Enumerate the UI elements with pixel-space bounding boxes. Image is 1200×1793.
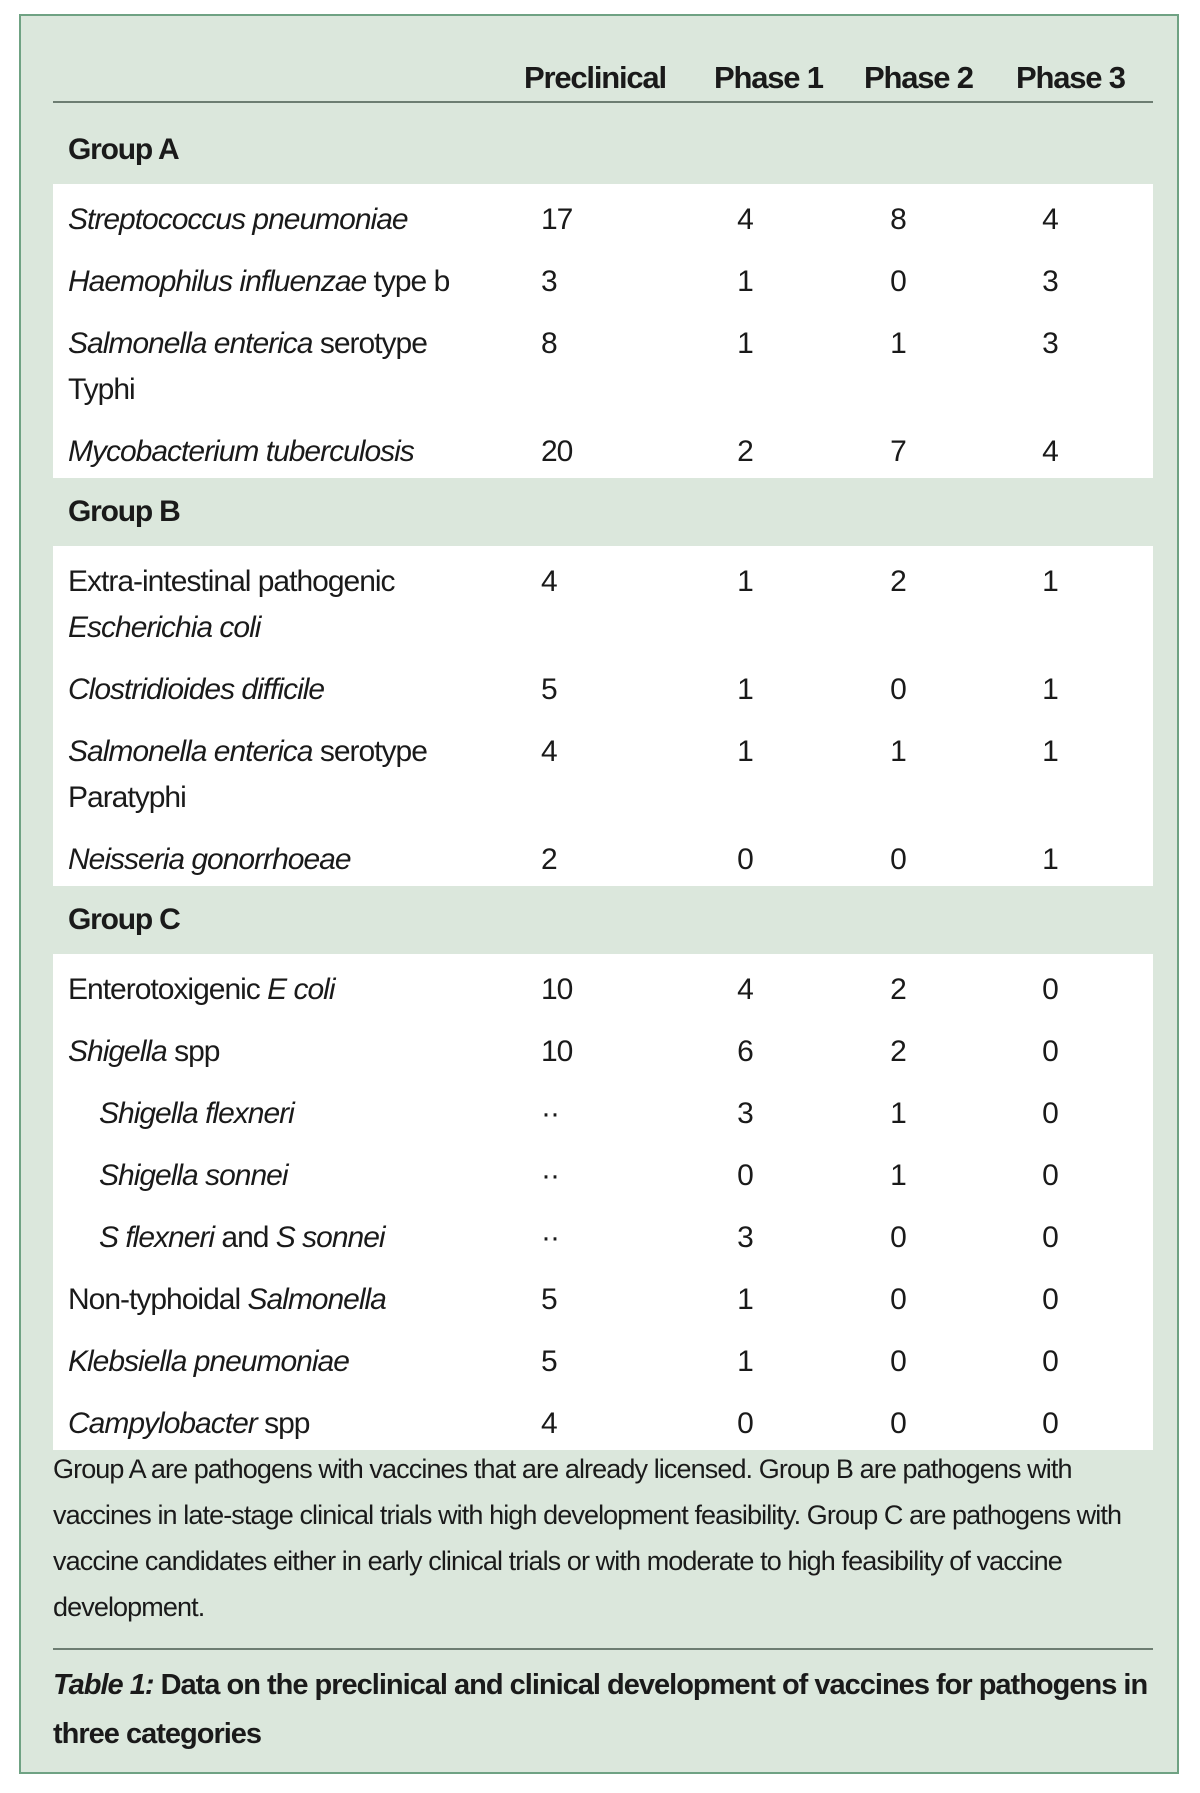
cell-phase-3: 0 [1042, 1097, 1058, 1130]
cell-phase-3: 1 [1042, 673, 1058, 706]
pathogen-name-segment: and [214, 1221, 276, 1254]
cell-phase-3: 3 [1042, 265, 1058, 298]
cell-phase-1: 0 [737, 843, 753, 876]
cell-phase-2: 0 [890, 1345, 906, 1378]
cell-phase-1: 1 [737, 565, 753, 598]
cell-preclinical: 3 [541, 265, 557, 298]
cell-phase-1: 2 [737, 435, 753, 468]
cell-phase-3: 1 [1042, 565, 1058, 598]
pathogen-name [53, 308, 493, 413]
cell-preclinical: 5 [541, 673, 557, 706]
pathogen-name [53, 1140, 493, 1199]
table-row [53, 1388, 1153, 1450]
pathogen-name [53, 954, 493, 1013]
cell-phase-2: 1 [890, 735, 906, 768]
pathogen-name-segment: Shigella [68, 1035, 167, 1068]
pathogen-name [53, 1202, 493, 1261]
caption-text: Data on the preclinical and clinical development of vaccines for pathogens in three categories [53, 1669, 1148, 1750]
cell-phase-1: 6 [737, 1035, 753, 1068]
cell-phase-1: 1 [737, 265, 753, 298]
table-caption [53, 1661, 1163, 1759]
cell-phase-1: 1 [737, 673, 753, 706]
cell-phase-3: 1 [1042, 843, 1058, 876]
table-panel [19, 14, 1179, 1774]
cell-phase-2: 1 [890, 327, 906, 360]
table-row [53, 1326, 1153, 1388]
pathogen-name-segment: serotype Typhi [68, 327, 427, 406]
pathogen-name [53, 184, 493, 243]
cell-preclinical: 2 [541, 843, 557, 876]
cell-phase-3: 4 [1042, 435, 1058, 468]
pathogen-name-segment: type b [366, 265, 450, 298]
header-rule [53, 101, 1153, 103]
caption-label: Table 1: [53, 1669, 154, 1701]
cell-phase-2: 0 [890, 265, 906, 298]
cell-phase-2: 2 [890, 1035, 906, 1068]
table-row [53, 416, 1153, 478]
column-header-phase-1: Phase 1 [714, 60, 823, 95]
column-header-phase-3: Phase 3 [1016, 60, 1125, 95]
cell-phase-1: 0 [737, 1407, 753, 1440]
pathogen-name-segment: Salmonella [247, 1283, 386, 1316]
cell-phase-1: 4 [737, 203, 753, 236]
cell-phase-2: 2 [890, 565, 906, 598]
pathogen-name [53, 716, 493, 821]
cell-preclinical: ·· [541, 1097, 559, 1130]
table-row [53, 954, 1153, 1016]
group-block [53, 546, 1153, 886]
table-body [53, 116, 1153, 1450]
group-block [53, 184, 1153, 478]
cell-preclinical: 10 [541, 973, 573, 1006]
cell-phase-2: 8 [890, 203, 906, 236]
pathogen-name-segment: Klebsiella pneumoniae [68, 1345, 349, 1378]
pathogen-name-segment: Haemophilus influenzae [68, 265, 367, 298]
pathogen-name [53, 546, 493, 651]
cell-phase-3: 1 [1042, 735, 1058, 768]
table-row [53, 246, 1153, 308]
column-header-phase-2: Phase 2 [864, 60, 973, 95]
cell-phase-3: 0 [1042, 1283, 1058, 1316]
cell-phase-1: 3 [737, 1221, 753, 1254]
pathogen-name-segment: Escherichia coli [68, 611, 261, 644]
cell-phase-3: 0 [1042, 1345, 1058, 1378]
cell-phase-1: 1 [737, 1283, 753, 1316]
cell-phase-1: 1 [737, 327, 753, 360]
group-heading: Group A [68, 133, 179, 166]
table-row [53, 824, 1153, 886]
pathogen-name-segment: spp [166, 1035, 220, 1068]
cell-phase-1: 0 [737, 1159, 753, 1192]
pathogen-name [53, 1388, 493, 1447]
pathogen-name-segment: Extra-intestinal pathogenic [68, 565, 395, 598]
table-footnote: Group A are pathogens with vaccines that are already licensed. Group B are pathogens with vaccines in late-stage clinical trials with high development feasibility. Group C are pathogens with vaccine candidates either in early clinical trials or with moderate to high feasibility of vaccine development. [53, 1454, 1122, 1622]
pathogen-name [53, 1264, 493, 1323]
cell-preclinical: 4 [541, 1407, 557, 1440]
pathogen-name [53, 1016, 493, 1075]
pathogen-name-segment: Salmonella enterica [68, 735, 313, 768]
cell-phase-2: 2 [890, 973, 906, 1006]
cell-preclinical: ·· [541, 1221, 559, 1254]
pathogen-name [53, 416, 493, 475]
cell-phase-2: 1 [890, 1097, 906, 1130]
pathogen-name-segment: Clostridioides difficile [68, 673, 325, 706]
cell-phase-2: 7 [890, 435, 906, 468]
cell-preclinical: 4 [541, 735, 557, 768]
cell-phase-2: 0 [890, 673, 906, 706]
cell-phase-3: 4 [1042, 203, 1058, 236]
cell-phase-2: 0 [890, 1407, 906, 1440]
cell-phase-3: 0 [1042, 973, 1058, 1006]
table-row [53, 1202, 1153, 1264]
cell-preclinical: 10 [541, 1035, 573, 1068]
cell-phase-1: 4 [737, 973, 753, 1006]
group-block [53, 954, 1153, 1450]
cell-phase-3: 3 [1042, 327, 1058, 360]
pathogen-name-segment: serotype Paratyphi [68, 735, 427, 814]
pathogen-name-segment: Shigella flexneri [99, 1097, 294, 1130]
cell-phase-2: 1 [890, 1159, 906, 1192]
pathogen-name-segment: Shigella sonnei [99, 1159, 288, 1192]
table-row [53, 184, 1153, 246]
pathogen-name-segment: Neisseria gonorrhoeae [68, 843, 351, 876]
table-row [53, 1264, 1153, 1326]
cell-preclinical: 8 [541, 327, 557, 360]
pathogen-name [53, 654, 493, 713]
table-row [53, 654, 1153, 716]
cell-preclinical: ·· [541, 1159, 559, 1192]
cell-phase-3: 0 [1042, 1035, 1058, 1068]
caption-rule [53, 1648, 1153, 1650]
pathogen-name-segment: Enterotoxigenic [68, 973, 268, 1006]
cell-phase-3: 0 [1042, 1159, 1058, 1192]
cell-phase-3: 0 [1042, 1221, 1058, 1254]
pathogen-name-segment: S flexneri [99, 1221, 215, 1254]
table-row [53, 1016, 1153, 1078]
table-row [53, 716, 1153, 824]
cell-preclinical: 5 [541, 1283, 557, 1316]
cell-phase-2: 0 [890, 1221, 906, 1254]
pathogen-name-segment: S sonnei [275, 1221, 385, 1254]
cell-preclinical: 4 [541, 565, 557, 598]
cell-phase-3: 0 [1042, 1407, 1058, 1440]
cell-preclinical: 17 [541, 203, 573, 236]
pathogen-name [53, 824, 493, 883]
table-row [53, 308, 1153, 416]
pathogen-name-segment: E coli [267, 973, 335, 1006]
group-heading: Group C [68, 903, 180, 936]
table-row [53, 546, 1153, 654]
pathogen-name-segment: spp [256, 1407, 310, 1440]
table-row [53, 1140, 1153, 1202]
cell-phase-2: 0 [890, 843, 906, 876]
pathogen-name [53, 1078, 493, 1137]
cell-phase-1: 3 [737, 1097, 753, 1130]
cell-phase-2: 0 [890, 1283, 906, 1316]
group-heading: Group B [68, 495, 180, 528]
cell-preclinical: 5 [541, 1345, 557, 1378]
pathogen-name-segment: Streptococcus pneumoniae [68, 203, 408, 236]
pathogen-name-segment: Campylobacter [68, 1407, 257, 1440]
pathogen-name-segment: Non-typhoidal [68, 1283, 248, 1316]
pathogen-name-segment: Mycobacterium tuberculosis [68, 435, 414, 468]
pathogen-name [53, 1326, 493, 1385]
cell-preclinical: 20 [541, 435, 573, 468]
cell-phase-1: 1 [737, 735, 753, 768]
column-header-preclinical: Preclinical [524, 60, 666, 95]
cell-phase-1: 1 [737, 1345, 753, 1378]
pathogen-name [53, 246, 493, 305]
pathogen-name-segment: Salmonella enterica [68, 327, 313, 360]
table-row [53, 1078, 1153, 1140]
